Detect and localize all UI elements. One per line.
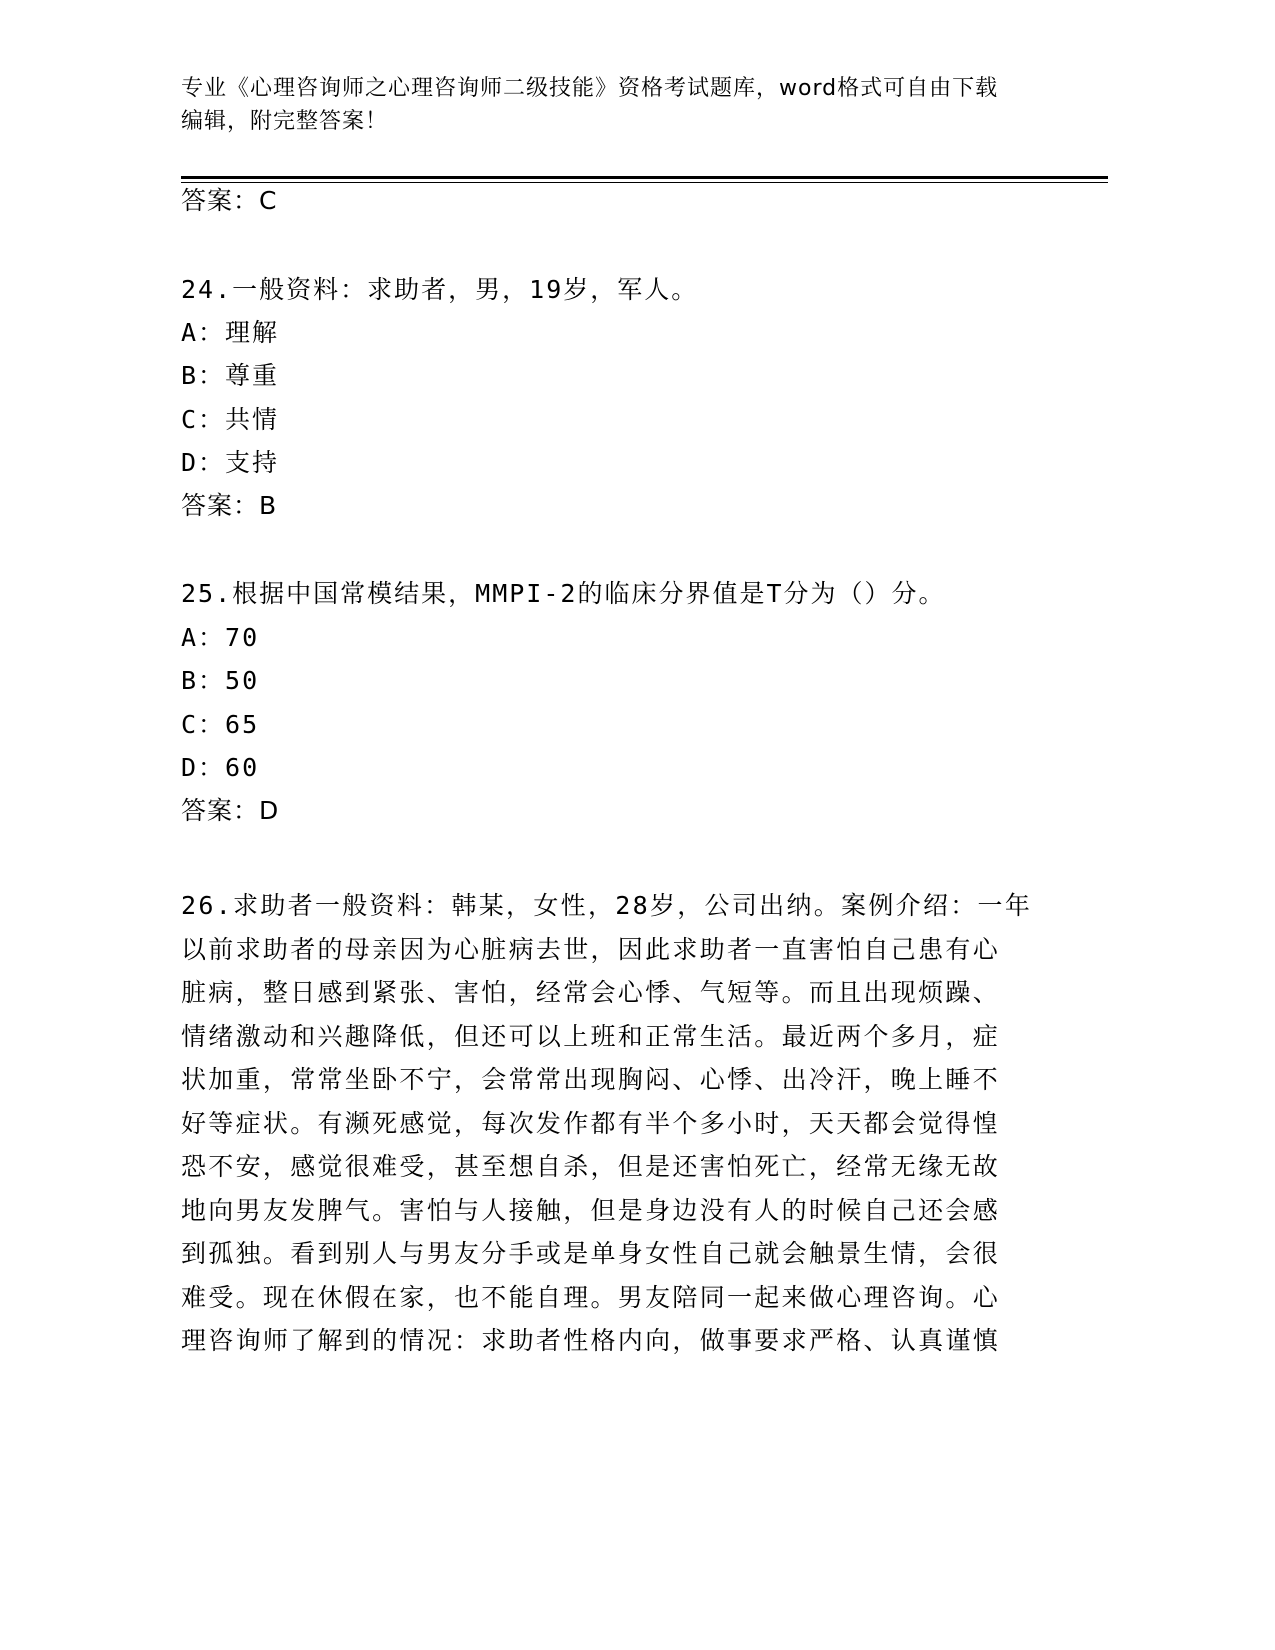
document-header — [181, 72, 1061, 138]
question-26-line: 难受。现在休假在家，也不能自理。男友陪同一起来做心理咨询。心 — [181, 1282, 1001, 1312]
header-rule-thin — [181, 182, 1108, 183]
question-26-line: 地向男友发脾气。害怕与人接触，但是身边没有人的时候自己还会感 — [181, 1195, 1001, 1225]
question-24-option-d: D：支持 — [181, 448, 280, 477]
question-26-paragraph — [181, 884, 1041, 1363]
question-26-line: 状加重，常常坐卧不宁，会常常出现胸闷、心悸、出冷汗，晚上睡不 — [181, 1065, 1001, 1094]
question-25-option-d: D：60 — [181, 753, 260, 782]
question-25-stem: 25.根据中国常模结果，MMPI-2的临床分界值是T分为（）分。 — [181, 579, 946, 608]
question-24-answer: 答案：B — [181, 491, 278, 520]
question-25-option-a: A：70 — [181, 623, 260, 652]
header-rule-thick — [181, 176, 1108, 179]
question-25-option-c: C：65 — [181, 710, 260, 739]
question-26-line: 好等症状。有濒死感觉，每次发作都有半个多小时，天天都会觉得惶 — [181, 1108, 1001, 1138]
question-26-line: 到孤独。看到别人与男友分手或是单身女性自己就会触景生情，会很 — [181, 1239, 1001, 1268]
question-24-option-b: B：尊重 — [181, 361, 280, 390]
question-24-option-c: C：共情 — [181, 405, 280, 434]
question-26-line: 情绪激动和兴趣降低，但还可以上班和正常生活。最近两个多月，症 — [181, 1021, 1001, 1051]
answer-prev: 答案：C — [181, 186, 278, 215]
header-line-2: 编辑，附完整答案！ — [181, 109, 389, 134]
question-24-option-a: A：理解 — [181, 318, 280, 347]
question-26-line: 理咨询师了解到的情况：求助者性格内向，做事要求严格、认真谨慎 — [181, 1326, 1001, 1355]
header-line-1: 专业《心理咨询师之心理咨询师二级技能》资格考试题库，word格式可自由下载 — [181, 76, 999, 101]
question-25-option-b: B：50 — [181, 666, 260, 695]
question-26-line: 26.求助者一般资料：韩某，女性，28岁，公司出纳。案例介绍：一年 — [181, 891, 1033, 920]
question-26-line: 恐不安，感觉很难受，甚至想自杀，但是还害怕死亡，经常无缘无故 — [181, 1152, 1001, 1181]
question-26-line: 脏病，整日感到紧张、害怕，经常会心悸、气短等。而且出现烦躁、 — [181, 978, 1001, 1007]
question-26-line: 以前求助者的母亲因为心脏病去世，因此求助者一直害怕自己患有心 — [181, 934, 1001, 964]
question-25-answer: 答案：D — [181, 796, 280, 825]
question-24-stem: 24.一般资料：求助者，男，19岁，军人。 — [181, 275, 699, 304]
